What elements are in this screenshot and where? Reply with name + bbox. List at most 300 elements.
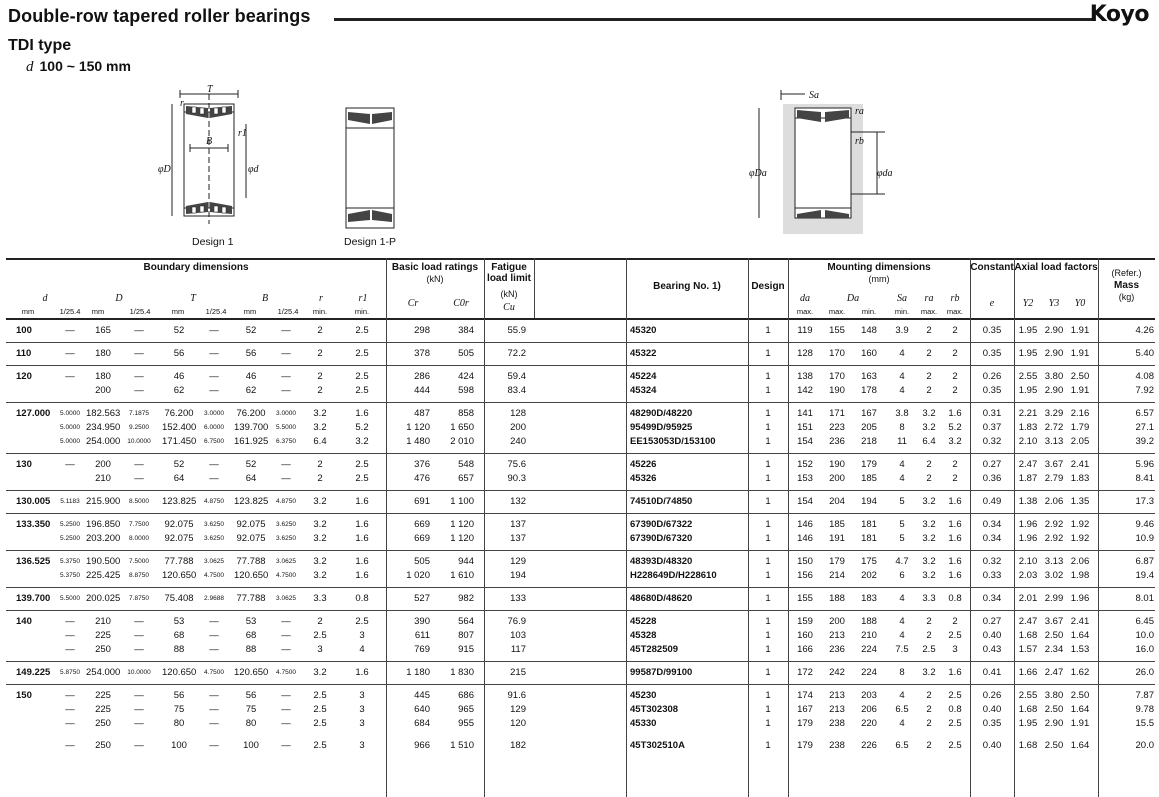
cell-di: —	[134, 630, 144, 641]
cell-cu: 132	[510, 496, 526, 507]
cell-m: 8.01	[1135, 593, 1154, 604]
hdr-mass-unit: (kg)	[1118, 292, 1135, 302]
cell-y0: 1.64	[1070, 704, 1090, 715]
cell-cu: 200	[510, 422, 526, 433]
cell-c0r: 564	[458, 616, 474, 627]
cell-y3: 2.34	[1044, 644, 1064, 655]
divider-4	[748, 258, 749, 797]
design-1p-caption: Design 1-P	[344, 236, 396, 248]
cell-bi: —	[281, 459, 291, 470]
cell-ra: 6.4	[922, 436, 936, 447]
cell-b: 100	[243, 740, 259, 751]
cell-d: 225	[95, 704, 111, 715]
cell-dan: 148	[861, 325, 877, 336]
cell-dan: 185	[861, 473, 877, 484]
cell-e: 0.40	[982, 630, 1002, 641]
cell-dam: 238	[829, 718, 845, 729]
cell-ti: 6.7500	[204, 438, 224, 445]
cell-m: 7.92	[1135, 385, 1154, 396]
cell-y0: 1.98	[1070, 570, 1090, 581]
cell-c0r: 548	[458, 459, 474, 470]
cell-rb: 2	[952, 385, 958, 396]
cell-bi: 4.8750	[276, 498, 296, 505]
sym-D: D	[115, 293, 123, 304]
cell-y2: 1.96	[1018, 519, 1038, 530]
unit-da-max: max.	[796, 307, 814, 316]
cell-ti: 3.6250	[204, 535, 224, 542]
label-r: r	[180, 98, 184, 109]
cell-e: 0.41	[982, 667, 1002, 678]
cell-no: 48290D/48220	[630, 408, 693, 419]
bore-d: 139.700	[16, 593, 51, 604]
bore-d-inch: —	[65, 459, 75, 470]
cell-r1: 3	[359, 690, 365, 701]
cell-t: 75.408	[164, 593, 194, 604]
cell-dam: 213	[829, 690, 845, 701]
cell-da: 167	[797, 704, 813, 715]
bore-d-inch: —	[65, 616, 75, 627]
cell-y2: 2.47	[1018, 459, 1038, 470]
cell-c0r: 944	[458, 556, 474, 567]
cell-c0r: 657	[458, 473, 474, 484]
cell-dam: 190	[829, 385, 845, 396]
cell-dan: 202	[861, 570, 877, 581]
cell-cu: 215	[510, 667, 526, 678]
unit-T-mm: mm	[171, 307, 185, 316]
header-bottom-rule	[6, 318, 1155, 320]
cell-e: 0.27	[982, 459, 1002, 470]
cell-da: 141	[797, 408, 813, 419]
cell-b: 56	[245, 690, 257, 701]
cell-bi: 6.3750	[276, 438, 296, 445]
cell-y2: 1.95	[1018, 325, 1038, 336]
cell-d: 250	[95, 644, 111, 655]
bore-d: 150	[16, 690, 32, 701]
cell-ra: 3.2	[922, 408, 936, 419]
cell-dan: 167	[861, 408, 877, 419]
cell-rb: 1.6	[948, 408, 962, 419]
sym-r1: r1	[358, 293, 368, 304]
cell-des: 1	[765, 718, 771, 729]
cell-sa: 4	[899, 385, 905, 396]
cell-des: 1	[765, 371, 771, 382]
cell-dam: 204	[829, 496, 845, 507]
cell-no: 95499D/95925	[630, 422, 693, 433]
cell-d: 200	[95, 459, 111, 470]
cell-dan: 194	[861, 496, 877, 507]
cell-r: 2	[317, 459, 323, 470]
cell-y2: 2.01	[1018, 593, 1038, 604]
cell-bi: 5.5000	[276, 424, 296, 431]
cell-y2: 1.68	[1018, 740, 1038, 751]
unit-r1-min: min.	[354, 307, 370, 316]
cell-no: 45226	[630, 459, 657, 470]
cell-y0: 1.92	[1070, 519, 1090, 530]
cell-d: 203.200	[86, 533, 121, 544]
cell-dam: 179	[829, 556, 845, 567]
cell-bi: 4.7500	[276, 669, 296, 676]
unit-Da-min: min.	[861, 307, 877, 316]
cell-b: 52	[245, 325, 257, 336]
cell-rb: 3.2	[948, 436, 962, 447]
cell-cr: 1 020	[406, 570, 430, 581]
cell-m: 6.57	[1135, 408, 1154, 419]
cell-d: 250	[95, 718, 111, 729]
cell-cr: 769	[414, 644, 430, 655]
cell-y0: 1.79	[1070, 422, 1090, 433]
cell-e: 0.35	[982, 348, 1002, 359]
cell-cu: 117	[510, 644, 526, 655]
cell-rb: 1.6	[948, 519, 962, 530]
cell-e: 0.34	[982, 519, 1002, 530]
cell-e: 0.27	[982, 616, 1002, 627]
cell-d: 182.563	[86, 408, 121, 419]
design-1p-drawing	[340, 104, 400, 232]
cell-t: 123.825	[162, 496, 197, 507]
cell-y3: 3.13	[1044, 436, 1064, 447]
cell-c0r: 384	[458, 325, 474, 336]
cell-dam: 236	[829, 436, 845, 447]
cell-rb: 2	[952, 473, 958, 484]
cell-bi: 4.7500	[276, 572, 296, 579]
cell-b: 76.200	[236, 408, 266, 419]
group-rule	[6, 402, 1155, 403]
cell-ti: —	[209, 459, 219, 470]
cell-des: 1	[765, 422, 771, 433]
cell-di: 7.5000	[129, 558, 149, 565]
cell-dan: 175	[861, 556, 877, 567]
cell-d: 165	[95, 325, 111, 336]
cell-m: 27.1	[1135, 422, 1154, 433]
label-ra: ra	[855, 106, 864, 117]
cell-ti: —	[209, 325, 219, 336]
divider-6	[970, 258, 971, 797]
cell-r1: 2.5	[355, 371, 369, 382]
cell-e: 0.35	[982, 718, 1002, 729]
bore-d: 140	[16, 616, 32, 627]
cell-ra: 3.2	[922, 667, 936, 678]
cell-dam: 213	[829, 630, 845, 641]
cell-no: 45T302510A	[630, 740, 685, 751]
cell-di: 10.0000	[127, 669, 151, 676]
bore-d: 120	[16, 371, 32, 382]
cell-e: 0.40	[982, 704, 1002, 715]
cell-bi: —	[281, 348, 291, 359]
cell-rb: 3	[952, 644, 958, 655]
cell-c0r: 424	[458, 371, 474, 382]
cell-r1: 2.5	[355, 459, 369, 470]
cell-cr: 298	[414, 325, 430, 336]
cell-no: 99587D/99100	[630, 667, 693, 678]
bore-d: 130	[16, 459, 32, 470]
cell-r1: 3	[359, 740, 365, 751]
cell-r: 2	[317, 473, 323, 484]
cell-des: 1	[765, 616, 771, 627]
cell-rb: 2	[952, 348, 958, 359]
cell-d: 200	[95, 385, 111, 396]
cell-sa: 6.5	[895, 740, 909, 751]
cell-bi: 3.6250	[276, 535, 296, 542]
cell-cu: 55.9	[507, 325, 526, 336]
cell-da: 138	[797, 371, 813, 382]
cell-sa: 6.5	[895, 704, 909, 715]
group-rule	[6, 684, 1155, 685]
cell-e: 0.32	[982, 556, 1002, 567]
cell-d: 225	[95, 630, 111, 641]
cell-dan: 179	[861, 459, 877, 470]
cell-ti: 3.6250	[204, 521, 224, 528]
cell-e: 0.37	[982, 422, 1002, 433]
cell-des: 1	[765, 740, 771, 751]
cell-y0: 2.41	[1070, 616, 1090, 627]
design-1-caption: Design 1	[192, 236, 234, 248]
cell-y3: 2.72	[1044, 422, 1064, 433]
title-rule	[334, 18, 1092, 21]
cell-ti: —	[209, 718, 219, 729]
group-rule	[6, 365, 1155, 366]
cell-r1: 2.5	[355, 473, 369, 484]
cell-r1: 1.6	[355, 519, 369, 530]
cell-da: 172	[797, 667, 813, 678]
divider-fatigue	[534, 258, 535, 318]
cell-des: 1	[765, 667, 771, 678]
cell-t: 120.650	[162, 570, 197, 581]
cell-t: 46	[173, 371, 185, 382]
bore-d-inch: 5.8750	[60, 669, 80, 676]
cell-no: 45224	[630, 371, 657, 382]
label-B: B	[206, 136, 213, 147]
cell-t: 52	[173, 325, 185, 336]
cell-t: 62	[173, 385, 185, 396]
cell-c0r: 1 120	[450, 533, 474, 544]
cell-bi: 3.0625	[276, 595, 296, 602]
cell-cu: 133	[510, 593, 526, 604]
cell-cr: 376	[414, 459, 430, 470]
cell-rb: 0.8	[948, 704, 962, 715]
cell-sa: 11	[897, 436, 907, 447]
cell-r: 2	[317, 348, 323, 359]
cell-b: 62	[245, 385, 257, 396]
size-range	[26, 58, 131, 76]
group-rule	[6, 550, 1155, 551]
cell-b: 120.650	[234, 667, 269, 678]
cell-dam: 200	[829, 473, 845, 484]
hdr-basic-load-unit: (kN)	[426, 274, 444, 284]
cell-sa: 4	[899, 459, 905, 470]
cell-t: 88	[173, 644, 185, 655]
cell-bi: —	[281, 740, 291, 751]
cell-r: 3.2	[313, 556, 327, 567]
hdr-axial: Axial load factors	[1014, 262, 1098, 273]
bore-d-inch: —	[65, 718, 75, 729]
cell-cu: 240	[510, 436, 526, 447]
cell-ra: 3.3	[922, 593, 936, 604]
cell-cu: 129	[510, 704, 526, 715]
cell-m: 9.46	[1135, 519, 1154, 530]
cell-no: 45228	[630, 616, 657, 627]
cell-di: 9.2500	[129, 424, 149, 431]
cell-di: —	[134, 348, 144, 359]
cell-bi: —	[281, 473, 291, 484]
cell-m: 10.0	[1135, 630, 1154, 641]
cell-dan: 181	[861, 533, 877, 544]
cell-dan: 224	[861, 667, 877, 678]
unit-B-mm: mm	[243, 307, 257, 316]
cell-ti: 2.9688	[204, 595, 224, 602]
cell-des: 1	[765, 556, 771, 567]
cell-di: 8.0000	[129, 535, 149, 542]
bore-d: 130.005	[16, 496, 51, 507]
divider-3	[626, 258, 627, 797]
cell-t: 56	[173, 690, 185, 701]
cell-b: 75	[245, 704, 257, 715]
bore-d-inch: 5.3750	[60, 572, 80, 579]
cell-no: 45230	[630, 690, 657, 701]
cell-r1: 2.5	[355, 385, 369, 396]
sym-d: d	[42, 293, 48, 304]
cell-cr: 286	[414, 371, 430, 382]
cell-ti: 3.0625	[204, 558, 224, 565]
cell-y0: 2.05	[1070, 436, 1090, 447]
cell-di: —	[134, 690, 144, 701]
cell-y3: 2.90	[1044, 385, 1064, 396]
cell-di: 8.8750	[129, 572, 149, 579]
cell-r1: 1.6	[355, 533, 369, 544]
cell-b: 123.825	[234, 496, 269, 507]
cell-r: 6.4	[313, 436, 327, 447]
cell-y2: 1.66	[1018, 667, 1038, 678]
cell-da: 155	[797, 593, 813, 604]
sym-Sa: Sa	[897, 293, 907, 304]
unit-ra-max: max.	[920, 307, 938, 316]
cell-dan: 188	[861, 616, 877, 627]
cell-sa: 4	[899, 630, 905, 641]
cell-bi: —	[281, 385, 291, 396]
cell-m: 17.3	[1135, 496, 1154, 507]
cell-t: 77.788	[164, 556, 194, 567]
cell-rb: 2	[952, 459, 958, 470]
cell-t: 76.200	[164, 408, 194, 419]
label-phid: φd	[248, 164, 259, 175]
cell-ti: —	[209, 473, 219, 484]
cell-r1: 1.6	[355, 408, 369, 419]
cell-t: 64	[173, 473, 185, 484]
hdr-design: Design	[751, 281, 785, 292]
cell-e: 0.34	[982, 593, 1002, 604]
cell-m: 26.0	[1135, 667, 1154, 678]
cell-di: —	[134, 385, 144, 396]
cell-dam: 170	[829, 348, 845, 359]
cell-b: 64	[245, 473, 257, 484]
cell-no: H228649D/H228610	[630, 570, 717, 581]
cell-cu: 129	[510, 556, 526, 567]
cell-e: 0.36	[982, 473, 1002, 484]
cell-y3: 3.67	[1044, 459, 1064, 470]
cell-no: 45328	[630, 630, 657, 641]
sym-Y0: Y0	[1074, 298, 1086, 309]
cell-ra: 2	[926, 616, 932, 627]
cell-ra: 2	[926, 690, 932, 701]
cell-cr: 966	[414, 740, 430, 751]
cell-e: 0.26	[982, 371, 1002, 382]
cell-bi: —	[281, 630, 291, 641]
cell-ra: 2	[926, 325, 932, 336]
cell-rb: 2	[952, 325, 958, 336]
cell-y0: 1.91	[1070, 325, 1090, 336]
cell-dam: 185	[829, 519, 845, 530]
cell-dam: 238	[829, 740, 845, 751]
cell-ra: 2	[926, 740, 932, 751]
cell-cr: 445	[414, 690, 430, 701]
cell-sa: 4	[899, 593, 905, 604]
cell-dan: 181	[861, 519, 877, 530]
sym-ra: ra	[924, 293, 934, 304]
label-T: T	[207, 84, 213, 95]
cell-e: 0.31	[982, 408, 1002, 419]
cell-c0r: 2 010	[450, 436, 474, 447]
cell-c0r: 505	[458, 348, 474, 359]
cell-y3: 3.80	[1044, 690, 1064, 701]
cell-r: 3.2	[313, 533, 327, 544]
cell-y0: 2.50	[1070, 690, 1090, 701]
cell-b: 77.788	[236, 556, 266, 567]
cell-di: —	[134, 616, 144, 627]
bearing-type: TDI type	[8, 37, 72, 54]
unit-d-inch: 1/25.4	[59, 307, 81, 316]
cell-y2: 1.87	[1018, 473, 1038, 484]
cell-rb: 2.5	[948, 740, 962, 751]
cell-c0r: 1 120	[450, 519, 474, 530]
cell-d: 250	[95, 740, 111, 751]
cell-r: 2	[317, 385, 323, 396]
cell-e: 0.34	[982, 533, 1002, 544]
cell-da: 160	[797, 630, 813, 641]
bore-d: 100	[16, 325, 32, 336]
cell-r1: 1.6	[355, 570, 369, 581]
cell-y2: 1.96	[1018, 533, 1038, 544]
sym-Y3: Y3	[1048, 298, 1060, 309]
cell-m: 6.87	[1135, 556, 1154, 567]
cell-r1: 3	[359, 718, 365, 729]
bore-d: 136.525	[16, 556, 51, 567]
cell-di: —	[134, 718, 144, 729]
cell-m: 6.45	[1135, 616, 1154, 627]
cell-rb: 2	[952, 616, 958, 627]
cell-y3: 2.92	[1044, 519, 1064, 530]
hdr-bearing-no: Bearing No. 1)	[653, 281, 721, 292]
cell-bi: —	[281, 616, 291, 627]
label-Sa: Sa	[809, 90, 819, 101]
cell-ra: 2	[926, 704, 932, 715]
cell-y0: 1.83	[1070, 473, 1090, 484]
cell-y2: 2.55	[1018, 371, 1038, 382]
cell-r: 3.2	[313, 519, 327, 530]
cell-no: 45320	[630, 325, 657, 336]
bore-d-inch: 5.2500	[60, 521, 80, 528]
divider-2	[484, 258, 485, 797]
cell-t: 92.075	[164, 533, 194, 544]
cell-cu: 137	[510, 519, 526, 530]
cell-dam: 223	[829, 422, 845, 433]
cell-rb: 1.6	[948, 570, 962, 581]
cell-r1: 4	[359, 644, 365, 655]
sym-Da: Da	[846, 293, 860, 304]
cell-m: 10.9	[1135, 533, 1154, 544]
cell-di: 8.5000	[129, 498, 149, 505]
unit-r-min: min.	[312, 307, 328, 316]
cell-cr: 444	[414, 385, 430, 396]
cell-m: 5.40	[1135, 348, 1154, 359]
